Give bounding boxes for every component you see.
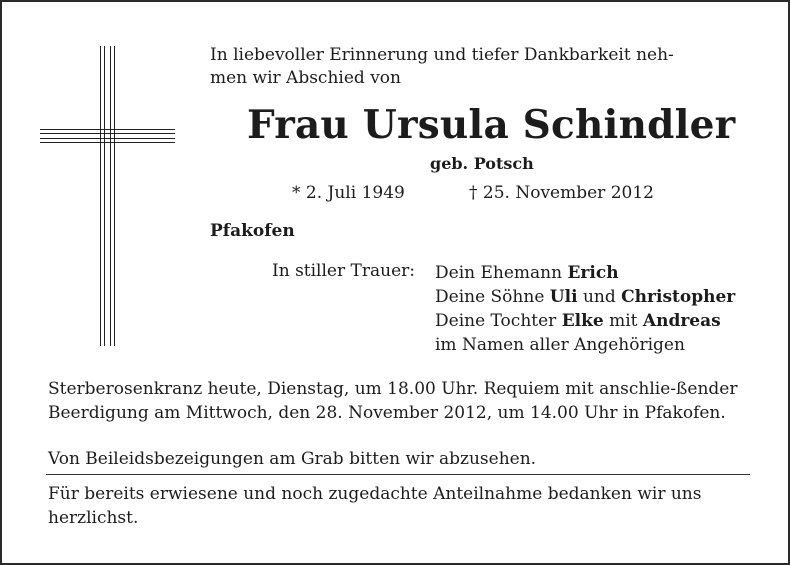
residence-place: Pfakofen <box>210 221 295 241</box>
maiden-name: geb. Potsch <box>430 154 534 173</box>
divider <box>46 474 750 475</box>
death-date: † 25. November 2012 <box>469 183 654 203</box>
ceremony-details: Sterberosenkranz heute, Dienstag, um 18.00 Uhr. Requiem mit anschlie-ßender Beerdigung am Mittwoch, den 28. November 2012, um 14.00 Uhr in Pfakofen. <box>48 379 738 423</box>
thanks-note: Für bereits erwiesene und noch zugedachte Anteilnahme bedanken wir uns herzlichst. <box>48 484 702 528</box>
birth-date: * 2. Juli 1949 <box>292 183 405 203</box>
husband-name: Erich <box>567 263 619 283</box>
daughter-name: Elke <box>561 311 604 331</box>
sons-joiner: und <box>577 287 622 307</box>
intro-text <box>210 44 674 90</box>
deceased-name: Frau Ursula Schindler <box>247 102 736 148</box>
mourner-daughter <box>435 309 735 333</box>
mourner-sons <box>435 285 735 309</box>
daughter-joiner: mit <box>603 311 643 331</box>
intro-line-2: men wir Abschied von <box>210 68 401 88</box>
intro-line-1: In liebevoller Erinnerung und tiefer Dankbarkeit neh- <box>210 45 674 65</box>
husband-prefix: Dein Ehemann <box>435 263 568 283</box>
mourner-relatives: im Namen aller Angehörigen <box>435 335 685 355</box>
daughter-prefix: Deine Tochter <box>435 311 562 331</box>
condolence-note: Von Beileidsbezeigungen am Grab bitten wir abzusehen. <box>48 449 537 469</box>
son-name-1: Uli <box>549 287 578 307</box>
son-name-2: Christopher <box>621 287 736 307</box>
mourners-label: In stiller Trauer: <box>272 261 415 281</box>
cross-icon <box>40 46 175 346</box>
daughter-partner-name: Andreas <box>642 311 721 331</box>
sons-prefix: Deine Söhne <box>435 287 550 307</box>
mourners-list <box>435 261 735 357</box>
mourner-husband <box>435 261 735 285</box>
